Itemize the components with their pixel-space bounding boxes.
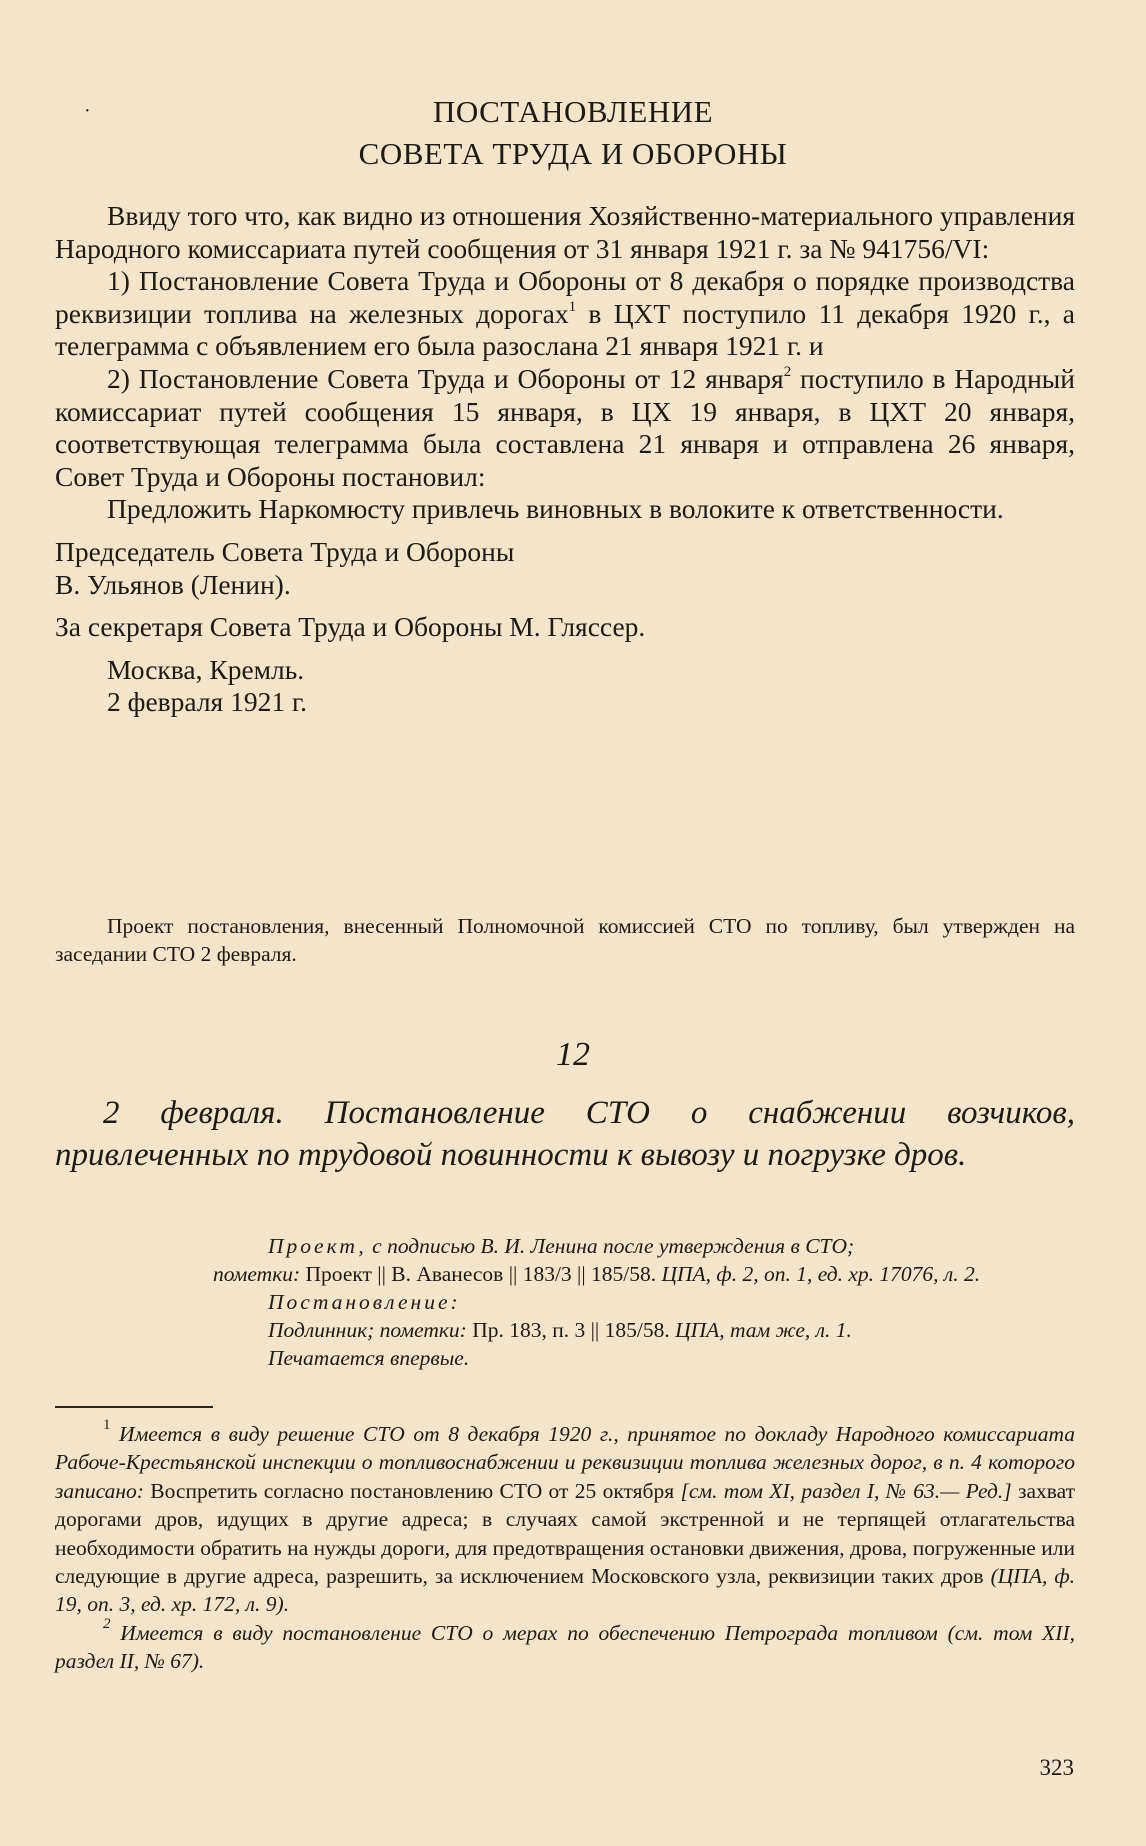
signature-chair-name: В. Ульянов (Ленин). xyxy=(55,568,291,600)
signature-chair-title: Председатель Совета Труда и Обороны xyxy=(55,535,515,567)
footnote-2: $^2$ Имеется в виду постановление СТО о мерах по обеспечению Петрограда топливом (см. том XII, раздел II, № 67). xyxy=(55,1615,1075,1674)
decree-paragraph-1: Ввиду того что, как видно из отношения Хозяйственно-материального управления Народного комиссариата путей сообщения от 31 января 1921 г. за № 941756/VI: xyxy=(55,200,1075,264)
signature-secretary: За секретаря Совета Труда и Обороны М. Гляссер. xyxy=(55,611,646,643)
footnote-ref-1: 1 xyxy=(568,298,577,315)
source-decree-label: Постановление: xyxy=(268,1290,461,1314)
source-draft: Проект, с подписью В. И. Ленина после утверждения в СТО; xyxy=(268,1234,855,1258)
source-original: Подлинник; пометки: Пр. 183, п. 3 || 185/58. ЦПА, там же, л. 1. xyxy=(268,1318,852,1342)
footnote-1: $^1$ Имеется в виду решение СТО от 8 декабря 1920 г., принятое по докладу Народного комиссариата Рабоче-Крестьянской инспекции о топливоснабжении и реквизиции топлива железных дорог, в п. 4 которого записано: Воспретить согласно постановлению СТО от 25 октября [см. том XI, раздел I, № 63.— Ред.] захват дорогами дров, идущих в другие адреса; в случаях самой экстренной и не терпящей отлагательства необходимости обратить на нужды дороги, для предотвращения остановки движения, дрова, погруженные или следующие в другие адреса, разрешить, за исключением Московского узла, реквизиции таких дров (ЦПА, ф. 19, оп. 3, ед. хр. 172, л. 9). xyxy=(55,1417,1075,1617)
margin-dot: · xyxy=(84,100,91,122)
footnotes xyxy=(55,1417,1075,1676)
decree-body xyxy=(55,200,1075,719)
source-printed: Печатается впервые. xyxy=(268,1346,470,1370)
footnote-ref-2: 2 xyxy=(783,363,792,380)
footnote-separator xyxy=(55,1406,213,1408)
decree-title-line-2: СОВЕТА ТРУДА И ОБОРОНЫ xyxy=(358,136,788,171)
decree-title-line-1: ПОСТАНОВЛЕНИЕ xyxy=(432,94,714,129)
source-description xyxy=(213,1232,1075,1372)
section-heading: 2 февраля. Постановление СТО о снабжении возчиков, привлеченных по трудовой повинности к вывозу и погрузке дров. xyxy=(55,1095,1075,1173)
source-marks: пометки: Проект || В. Аванесов || 183/3 || 185/58. ЦПА, ф. 2, оп. 1, ед. хр. 17076, л. 2. xyxy=(213,1262,981,1286)
decree-paragraph-3: 2) Постановление Совета Труда и Обороны от 12 января$^2$ поступило в Народный комиссариат путей сообщения 15 января, в ЦХ 19 января, в ЦХТ 20 января, соответствующая телеграмма была составлена 21 января и отправлена 26 января, Совет Труда и Обороны постановил: xyxy=(55,362,1075,492)
place: Москва, Кремль. xyxy=(107,653,305,685)
document-number: 12 xyxy=(556,1036,590,1073)
editorial-note: Проект постановления, внесенный Полномочной комиссией СТО по топливу, был утвержден на заседании СТО 2 февраля. xyxy=(55,914,1075,966)
decree-paragraph-4: Предложить Наркомюсту привлечь виновных в волоките к ответственности. xyxy=(107,493,1004,525)
decree-paragraph-2: 1) Постановление Совета Труда и Обороны от 8 декабря о порядке производства реквизиции топлива на железных дорогах$^1$ в ЦХТ поступило 11 декабря 1920 г., а телеграмма с объявлением его была разослана 21 января 1921 г. и xyxy=(55,265,1075,362)
page-number: 323 xyxy=(1039,1755,1074,1780)
date: 2 февраля 1921 г. xyxy=(107,686,308,718)
